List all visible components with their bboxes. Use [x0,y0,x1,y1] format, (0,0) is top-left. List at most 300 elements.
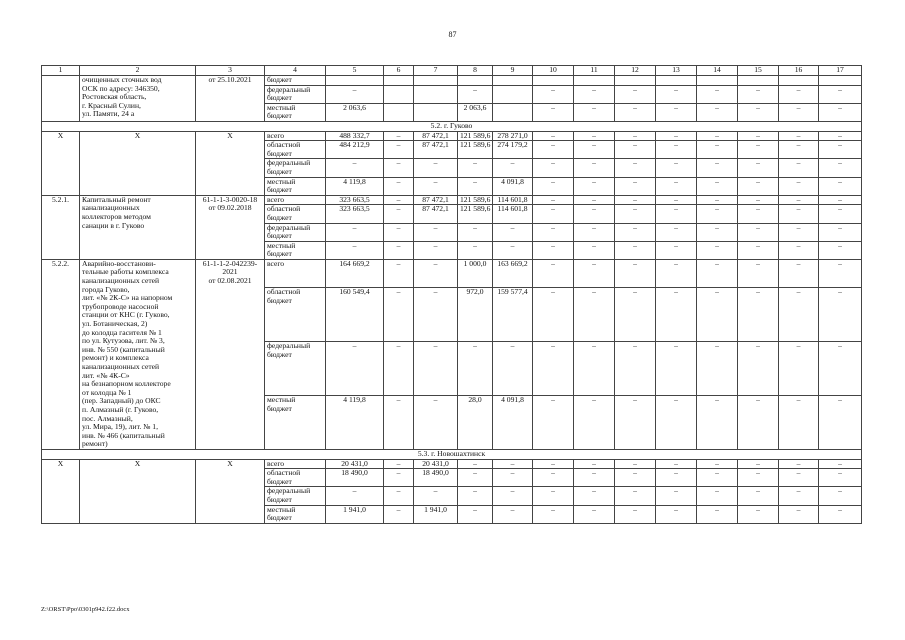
value-cell: – [656,103,697,121]
budget-source: областной бюджет [265,288,326,342]
budget-source: федеральный бюджет [265,342,326,396]
object-description: Х [80,131,196,195]
value-cell: – [738,505,779,523]
value-cell: – [533,103,574,121]
budget-source: областной бюджет [265,469,326,487]
value-cell: 121 589,6 [458,131,493,141]
value-cell: – [574,259,615,287]
budget-source: областной бюджет [265,205,326,223]
value-cell: – [615,103,656,121]
budget-source: областной бюджет [265,141,326,159]
value-cell: – [414,241,458,259]
value-cell: – [697,195,738,205]
value-cell: – [779,487,819,505]
value-cell [779,76,819,86]
value-cell: – [656,259,697,287]
column-number: 13 [656,66,697,76]
value-cell: – [458,342,493,396]
value-cell: – [574,342,615,396]
column-number: 16 [779,66,819,76]
value-cell: – [738,103,779,121]
value-cell: – [533,505,574,523]
value-cell [656,76,697,86]
value-cell: – [533,396,574,450]
value-cell: – [819,288,862,342]
value-cell: – [779,288,819,342]
value-cell: – [697,288,738,342]
item-number: Х [42,131,80,195]
budget-source: бюджет [265,76,326,86]
value-cell [384,85,414,103]
value-cell [384,103,414,121]
value-cell: – [533,342,574,396]
value-cell: 20 431,0 [326,459,384,469]
value-cell: – [533,459,574,469]
budget-source: местный бюджет [265,505,326,523]
value-cell: – [819,177,862,195]
value-cell: – [615,459,656,469]
value-cell: – [574,103,615,121]
value-cell: – [574,85,615,103]
value-cell: – [656,85,697,103]
value-cell: – [493,459,533,469]
budget-source: местный бюджет [265,396,326,450]
budget-source: федеральный бюджет [265,159,326,177]
value-cell: – [574,241,615,259]
value-cell: – [533,195,574,205]
value-cell: – [414,223,458,241]
value-cell: – [493,159,533,177]
value-cell: – [697,103,738,121]
value-cell: – [533,259,574,287]
value-cell: – [493,241,533,259]
value-cell: – [615,205,656,223]
value-cell: – [819,505,862,523]
section-title: 5.2. г. Гуково [42,121,862,131]
column-number: 11 [574,66,615,76]
value-cell: – [819,103,862,121]
value-cell: – [656,195,697,205]
value-cell: – [697,159,738,177]
value-cell: – [384,177,414,195]
value-cell: – [574,195,615,205]
value-cell: – [384,159,414,177]
value-cell: – [574,487,615,505]
value-cell: – [738,259,779,287]
item-number [42,76,80,122]
object-description: Х [80,459,196,523]
value-cell: – [533,469,574,487]
value-cell: – [533,487,574,505]
budget-source: всего [265,195,326,205]
value-cell: – [656,469,697,487]
table-row [42,195,862,205]
value-cell [414,103,458,121]
value-cell: – [779,223,819,241]
value-cell: 2 063,6 [326,103,384,121]
value-cell: – [326,159,384,177]
value-cell: 972,0 [458,288,493,342]
value-cell: – [414,159,458,177]
value-cell: – [384,342,414,396]
value-cell: – [615,177,656,195]
value-cell: – [779,205,819,223]
value-cell: – [574,505,615,523]
value-cell: – [533,241,574,259]
value-cell: – [779,396,819,450]
value-cell: – [384,259,414,287]
value-cell: – [384,195,414,205]
section-title: 5.3. г. Новошахтинск [42,449,862,459]
value-cell: – [779,131,819,141]
value-cell: – [738,177,779,195]
budget-source: федеральный бюджет [265,487,326,505]
value-cell: – [384,223,414,241]
value-cell: – [819,469,862,487]
column-number: 17 [819,66,862,76]
value-cell: – [493,469,533,487]
object-description: Капитальный ремонт канализационных коллекторов методом санации в г. Гуково [80,195,196,259]
value-cell: – [819,195,862,205]
value-cell: – [615,141,656,159]
value-cell: – [738,241,779,259]
value-cell: – [819,459,862,469]
value-cell [493,103,533,121]
value-cell: – [819,141,862,159]
value-cell: – [779,459,819,469]
value-cell: – [384,469,414,487]
value-cell: 87 472,1 [414,141,458,159]
value-cell: – [615,396,656,450]
value-cell: 278 271,0 [493,131,533,141]
item-number: Х [42,459,80,523]
value-cell: – [697,505,738,523]
value-cell: 121 589,6 [458,141,493,159]
value-cell: – [779,195,819,205]
value-cell: – [697,459,738,469]
value-cell: – [574,159,615,177]
value-cell: 164 669,2 [326,259,384,287]
footer-path: Z:\ORST\Ppo\0301p942.f22.docx [41,606,130,613]
value-cell: – [779,469,819,487]
value-cell: 4 119,8 [326,396,384,450]
value-cell: – [656,241,697,259]
value-cell: – [458,505,493,523]
table-row [42,259,862,287]
value-cell [384,76,414,86]
column-number: 12 [615,66,656,76]
value-cell: 87 472,1 [414,131,458,141]
value-cell: – [615,288,656,342]
value-cell: 87 472,1 [414,205,458,223]
value-cell: – [697,396,738,450]
value-cell: – [414,396,458,450]
value-cell: – [656,288,697,342]
value-cell: 2 063,6 [458,103,493,121]
value-cell: – [615,131,656,141]
value-cell [493,76,533,86]
value-cell: – [384,131,414,141]
value-cell: – [738,141,779,159]
value-cell: 18 490,0 [326,469,384,487]
value-cell [615,76,656,86]
value-cell: – [574,131,615,141]
value-cell: – [533,141,574,159]
section-row [42,449,862,459]
budget-source: федеральный бюджет [265,223,326,241]
value-cell [414,85,458,103]
value-cell: – [738,487,779,505]
value-cell: – [384,487,414,505]
value-cell: – [615,505,656,523]
value-cell: 323 663,5 [326,205,384,223]
value-cell: – [697,259,738,287]
value-cell: – [493,505,533,523]
value-cell: – [779,103,819,121]
value-cell: 1 000,0 [458,259,493,287]
value-cell [533,76,574,86]
value-cell: – [819,396,862,450]
value-cell: – [574,223,615,241]
value-cell [574,76,615,86]
value-cell: – [697,141,738,159]
value-cell: – [656,459,697,469]
value-cell: – [697,85,738,103]
value-cell: – [738,85,779,103]
value-cell: – [738,396,779,450]
value-cell: – [384,396,414,450]
value-cell: 121 589,6 [458,195,493,205]
value-cell: – [819,159,862,177]
value-cell: – [615,259,656,287]
value-cell: – [533,159,574,177]
value-cell: – [738,469,779,487]
object-description: Аварийно-восстанови- тельные работы комплекса канализационных сетей города Гуково, лит. «№ 2К-С» на напорном трубопроводе насосной станции от КНС (г. Гуково, ул. Ботаническая, 2) до колодца гасителя № 1 по ул. Кутузова, лит. № 3, инв. № 550 (капитальный ремонт) и комплекса канализационных сетей лит. «№ 4К-С» на безнапорном коллекторе от колодца № 1 (пер. Западный) до ОКС п. Алмазный (г. Гуково, пос. Алмазный, ул. Мира, 19), лит. № 1, инв. № 466 (капитальный ремонт) [80,259,196,449]
value-cell: – [458,241,493,259]
value-cell: – [615,159,656,177]
column-number: 4 [265,66,326,76]
value-cell: – [384,288,414,342]
value-cell: – [697,223,738,241]
value-cell: – [738,195,779,205]
value-cell: 114 601,8 [493,205,533,223]
budget-source: всего [265,131,326,141]
value-cell: – [656,396,697,450]
value-cell: – [458,177,493,195]
value-cell: – [819,259,862,287]
budget-source: местный бюджет [265,241,326,259]
value-cell: 18 490,0 [414,469,458,487]
value-cell: – [656,487,697,505]
value-cell: – [738,459,779,469]
budget-table [41,65,862,524]
value-cell [738,76,779,86]
value-cell: – [819,131,862,141]
value-cell: – [738,159,779,177]
value-cell: – [779,342,819,396]
value-cell: – [574,205,615,223]
value-cell: – [738,342,779,396]
value-cell: – [458,487,493,505]
value-cell [326,76,384,86]
value-cell: – [615,223,656,241]
value-cell: – [384,241,414,259]
value-cell: – [574,459,615,469]
table-row [42,76,862,86]
value-cell: 1 941,0 [414,505,458,523]
value-cell: – [414,259,458,287]
value-cell: – [779,85,819,103]
value-cell: – [819,223,862,241]
value-cell: – [615,342,656,396]
document-code: Х [196,131,265,195]
value-cell: – [458,85,493,103]
value-cell: 488 332,7 [326,131,384,141]
value-cell: – [574,288,615,342]
value-cell [414,76,458,86]
column-number: 10 [533,66,574,76]
value-cell: – [384,205,414,223]
value-cell: – [533,131,574,141]
value-cell: 163 669,2 [493,259,533,287]
value-cell: 160 549,4 [326,288,384,342]
budget-source: местный бюджет [265,103,326,121]
value-cell: – [533,85,574,103]
value-cell: – [738,288,779,342]
budget-source: всего [265,259,326,287]
value-cell: – [574,469,615,487]
value-cell: – [819,85,862,103]
value-cell: – [458,159,493,177]
value-cell: – [326,223,384,241]
value-cell: – [656,505,697,523]
value-cell: – [384,459,414,469]
value-cell: 274 179,2 [493,141,533,159]
value-cell: – [819,487,862,505]
document-code: Х [196,459,265,523]
value-cell: – [779,241,819,259]
value-cell: – [458,469,493,487]
value-cell: – [779,259,819,287]
value-cell: 28,0 [458,396,493,450]
value-cell: 4 091,8 [493,177,533,195]
value-cell: 4 119,8 [326,177,384,195]
value-cell: – [493,223,533,241]
item-number: 5.2.1. [42,195,80,259]
value-cell: 121 589,6 [458,205,493,223]
value-cell: – [697,342,738,396]
value-cell: – [819,205,862,223]
column-number: 7 [414,66,458,76]
value-cell: – [493,487,533,505]
document-code: 61-1-1-2-042239- 2021 от 02.08.2021 [196,259,265,449]
value-cell [458,76,493,86]
document-code: 61-1-1-3-0020-18 от 09.02.2018 [196,195,265,259]
value-cell: – [779,505,819,523]
value-cell: 323 663,5 [326,195,384,205]
value-cell: – [574,396,615,450]
value-cell: – [656,177,697,195]
value-cell: – [574,177,615,195]
column-number: 6 [384,66,414,76]
value-cell: – [533,205,574,223]
value-cell: – [384,141,414,159]
value-cell: – [656,141,697,159]
value-cell: – [697,177,738,195]
value-cell: – [493,342,533,396]
budget-source: федеральный бюджет [265,85,326,103]
value-cell: – [615,487,656,505]
value-cell: 87 472,1 [414,195,458,205]
budget-source: местный бюджет [265,177,326,195]
value-cell [493,85,533,103]
item-number: 5.2.2. [42,259,80,449]
document-code: от 25.10.2021 [196,76,265,122]
value-cell: – [779,141,819,159]
value-cell: – [414,487,458,505]
column-number: 9 [493,66,533,76]
value-cell: 114 601,8 [493,195,533,205]
object-description: очищенных сточных вод ОСК по адресу: 346350, Ростовская область, г. Красный Сулин, ул. Памяти, 24 а [80,76,196,122]
value-cell: – [326,487,384,505]
value-cell: – [533,288,574,342]
value-cell: 1 941,0 [326,505,384,523]
column-number: 1 [42,66,80,76]
value-cell: – [738,223,779,241]
value-cell: – [656,223,697,241]
value-cell: – [697,205,738,223]
value-cell: – [656,159,697,177]
value-cell: – [326,241,384,259]
value-cell: – [458,223,493,241]
column-number: 2 [80,66,196,76]
table-row [42,459,862,469]
value-cell: – [458,459,493,469]
value-cell: – [414,288,458,342]
value-cell: 4 091,8 [493,396,533,450]
value-cell [697,76,738,86]
value-cell: 484 212,9 [326,141,384,159]
column-number: 14 [697,66,738,76]
value-cell: – [779,177,819,195]
column-number: 5 [326,66,384,76]
value-cell: – [533,223,574,241]
header-row [42,66,862,76]
value-cell: – [697,487,738,505]
value-cell: – [574,141,615,159]
value-cell: – [779,159,819,177]
value-cell: – [615,85,656,103]
value-cell: – [697,241,738,259]
value-cell: – [615,241,656,259]
value-cell: 20 431,0 [414,459,458,469]
value-cell: – [615,195,656,205]
value-cell: – [697,131,738,141]
column-number: 15 [738,66,779,76]
value-cell: – [697,469,738,487]
column-number: 3 [196,66,265,76]
value-cell: – [326,342,384,396]
value-cell: – [326,85,384,103]
value-cell: – [738,205,779,223]
value-cell: 159 577,4 [493,288,533,342]
value-cell: – [656,205,697,223]
value-cell: – [384,505,414,523]
value-cell: – [819,342,862,396]
value-cell: – [656,131,697,141]
value-cell: – [533,177,574,195]
value-cell: – [414,342,458,396]
